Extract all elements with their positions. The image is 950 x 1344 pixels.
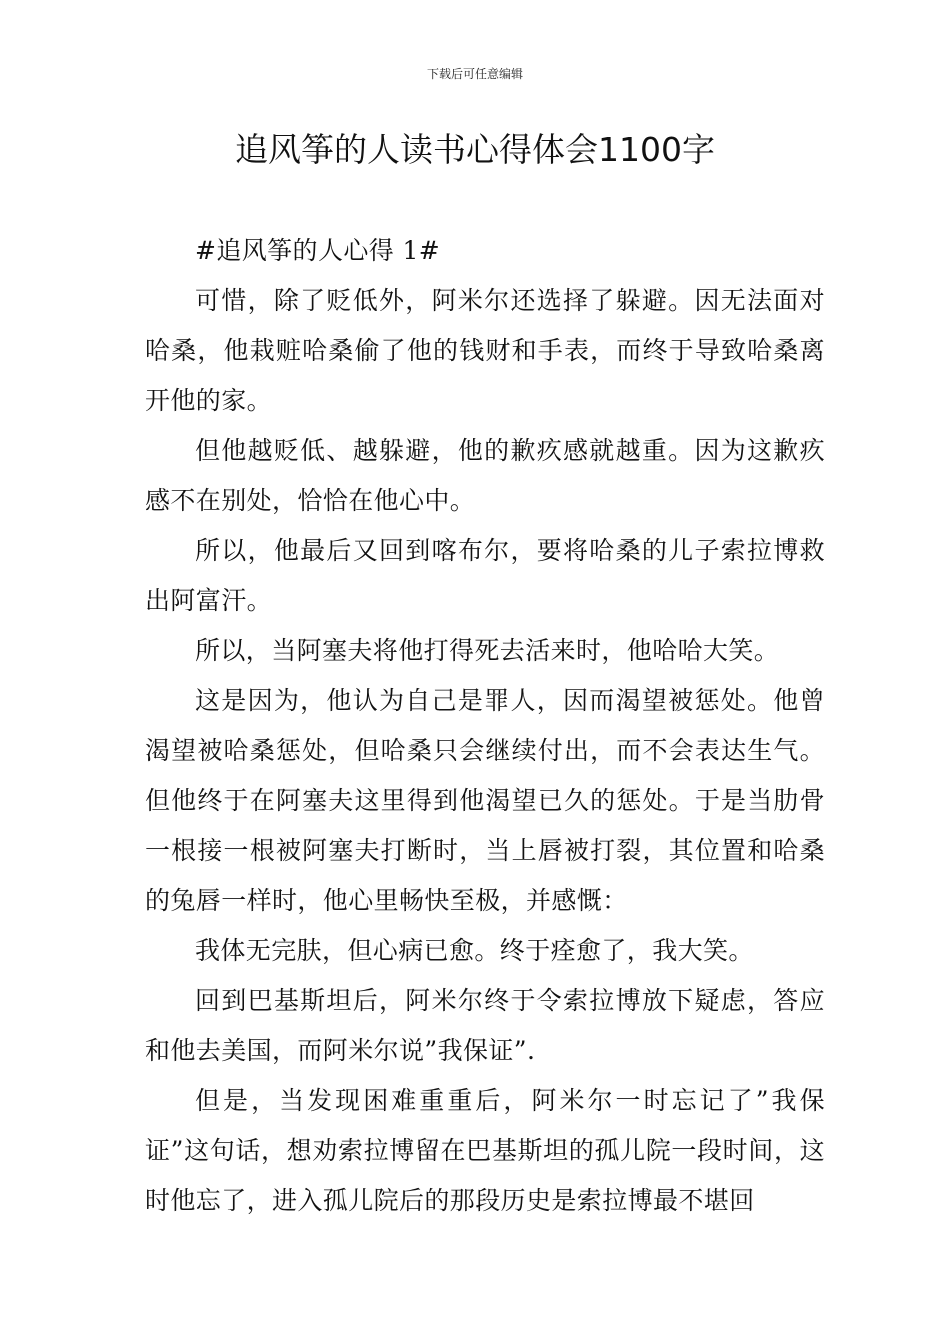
paragraph: 但是，当发现困难重重后，阿米尔一时忘记了”我保证”这句话，想劝索拉博留在巴基斯坦的孤儿院一段时间，这时他忘了，进入孤儿院后的那段历史是索拉博最不堪回 bbox=[145, 1086, 825, 1215]
document-body bbox=[145, 226, 825, 1226]
paragraph: 所以，当阿塞夫将他打得死去活来时，他哈哈大笑。 bbox=[195, 636, 780, 665]
document-title: 追风筝的人读书心得体会1100字 bbox=[235, 130, 715, 169]
paragraph: 这是因为，他认为自己是罪人，因而渴望被惩处。他曾渴望被哈桑惩处，但哈桑只会继续付出，而不会表达生气。但他终于在阿塞夫这里得到他渴望已久的惩处。于是当肋骨一根接一根被阿塞夫打断时，当上唇被打裂，其位置和哈桑的兔唇一样时，他心里畅快至极，并感慨： bbox=[145, 686, 825, 915]
paragraph: 我体无完肤，但心病已愈。终于痊愈了，我大笑。 bbox=[195, 936, 754, 965]
section-heading: #追风筝的人心得 1# bbox=[195, 236, 441, 265]
header-note: 下载后可任意编辑 bbox=[426, 67, 523, 81]
paragraph: 可惜，除了贬低外，阿米尔还选择了躲避。因无法面对哈桑，他栽赃哈桑偷了他的钱财和手表，而终于导致哈桑离开他的家。 bbox=[145, 286, 825, 415]
paragraph: 所以，他最后又回到喀布尔，要将哈桑的儿子索拉博救出阿富汗。 bbox=[145, 536, 825, 615]
paragraph: 回到巴基斯坦后，阿米尔终于令索拉博放下疑虑，答应和他去美国，而阿米尔说”我保证”. bbox=[145, 986, 825, 1065]
paragraph: 但他越贬低、越躲避，他的歉疚感就越重。因为这歉疚感不在别处，恰恰在他心中。 bbox=[145, 436, 825, 515]
